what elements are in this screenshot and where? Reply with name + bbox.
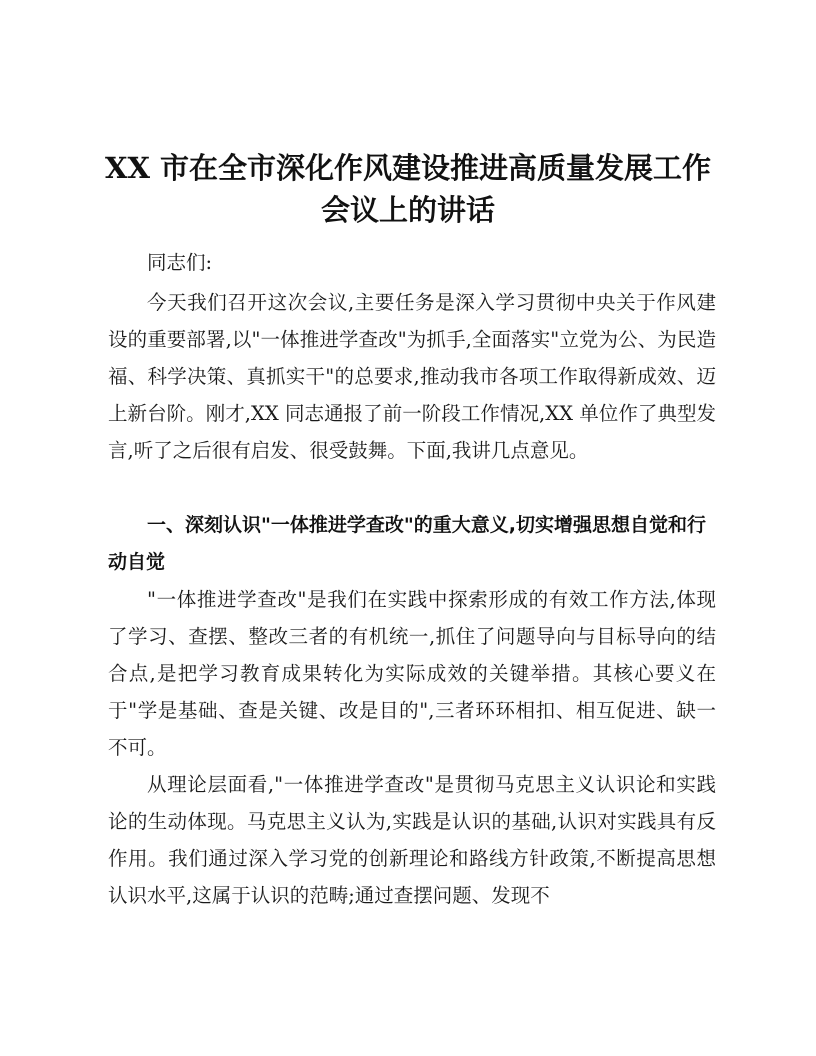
section-1-paragraph-2: 从理论层面看,"一体推进学查改"是贯彻马克思主义认识论和实践论的生动体现。马克思主义认为,实践是认识的基础,认识对实践具有反作用。我们通过深入学习党的创新理论和路线方针政策,不断提高思想认识水平,这属于认识的范畴;通过查摆问题、发现不 xyxy=(108,773,716,907)
document-title-line-1: XX 市在全市深化作风建设推进高质量发展工作 xyxy=(104,151,712,185)
intro-paragraph: 今天我们召开这次会议,主要任务是深入学习贯彻中央关于作风建设的重要部署,以"一体推进学查改"为抓手,全面落实"立党为公、为民造福、科学决策、真抓实干"的总要求,推动我市各项工作取得新成效、迈上新台阶。刚才,XX 同志通报了前一阶段工作情况,XX 单位作了典型发言,听了之后很有启发、很受鼓舞。下面,我讲几点意见。 xyxy=(108,291,716,462)
salutation: 同志们: xyxy=(147,251,213,274)
section-heading-1: 一、深刻认识"一体推进学查改"的重大意义,切实增强思想自觉和行动自觉 xyxy=(108,514,707,573)
document-title-line-2: 会议上的讲话 xyxy=(320,193,495,227)
section-1-paragraph-1: "一体推进学查改"是我们在实践中探索形成的有效工作方法,体现了学习、查摆、整改三者的有机统一,抓住了问题导向与目标导向的结合点,是把学习教育成果转化为实际成效的关键举措。其核心要义在于"学是基础、查是关键、改是目的",三者环环相扣、相互促进、缺一不可。 xyxy=(108,588,716,759)
